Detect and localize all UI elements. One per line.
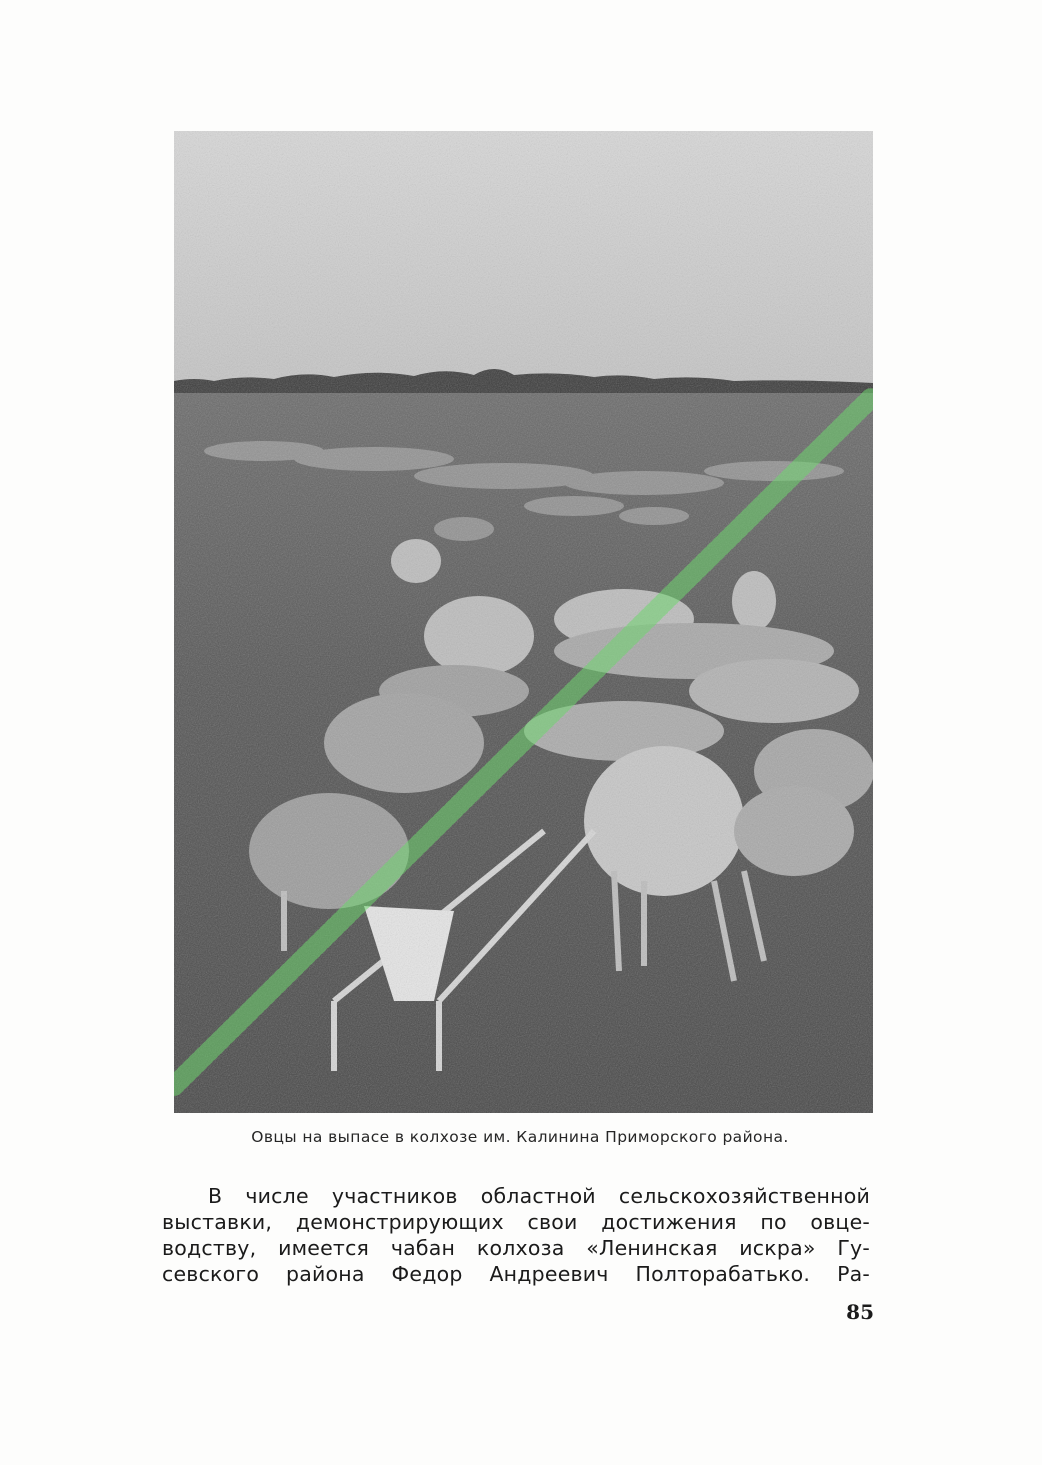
photo-caption: Овцы на выпасе в колхозе им. Калинина Приморского района. (251, 1128, 789, 1146)
body-line-1: В числе участников областной сельскохозяйственной (208, 1184, 870, 1208)
film-grain (174, 131, 873, 1113)
body-paragraph (162, 1183, 870, 1287)
photo-illustration (174, 131, 873, 1113)
page-number: 85 (846, 1300, 874, 1324)
body-line-2: выставки, демонстрирующих свои достижения по овце- (162, 1210, 870, 1234)
body-line-4: севского района Федор Андреевич Полторабатько. Ра- (162, 1262, 870, 1286)
sheep-grazing-photo (174, 131, 873, 1113)
body-line-3: водству, имеется чабан колхоза «Ленинская искра» Гу- (162, 1236, 870, 1260)
